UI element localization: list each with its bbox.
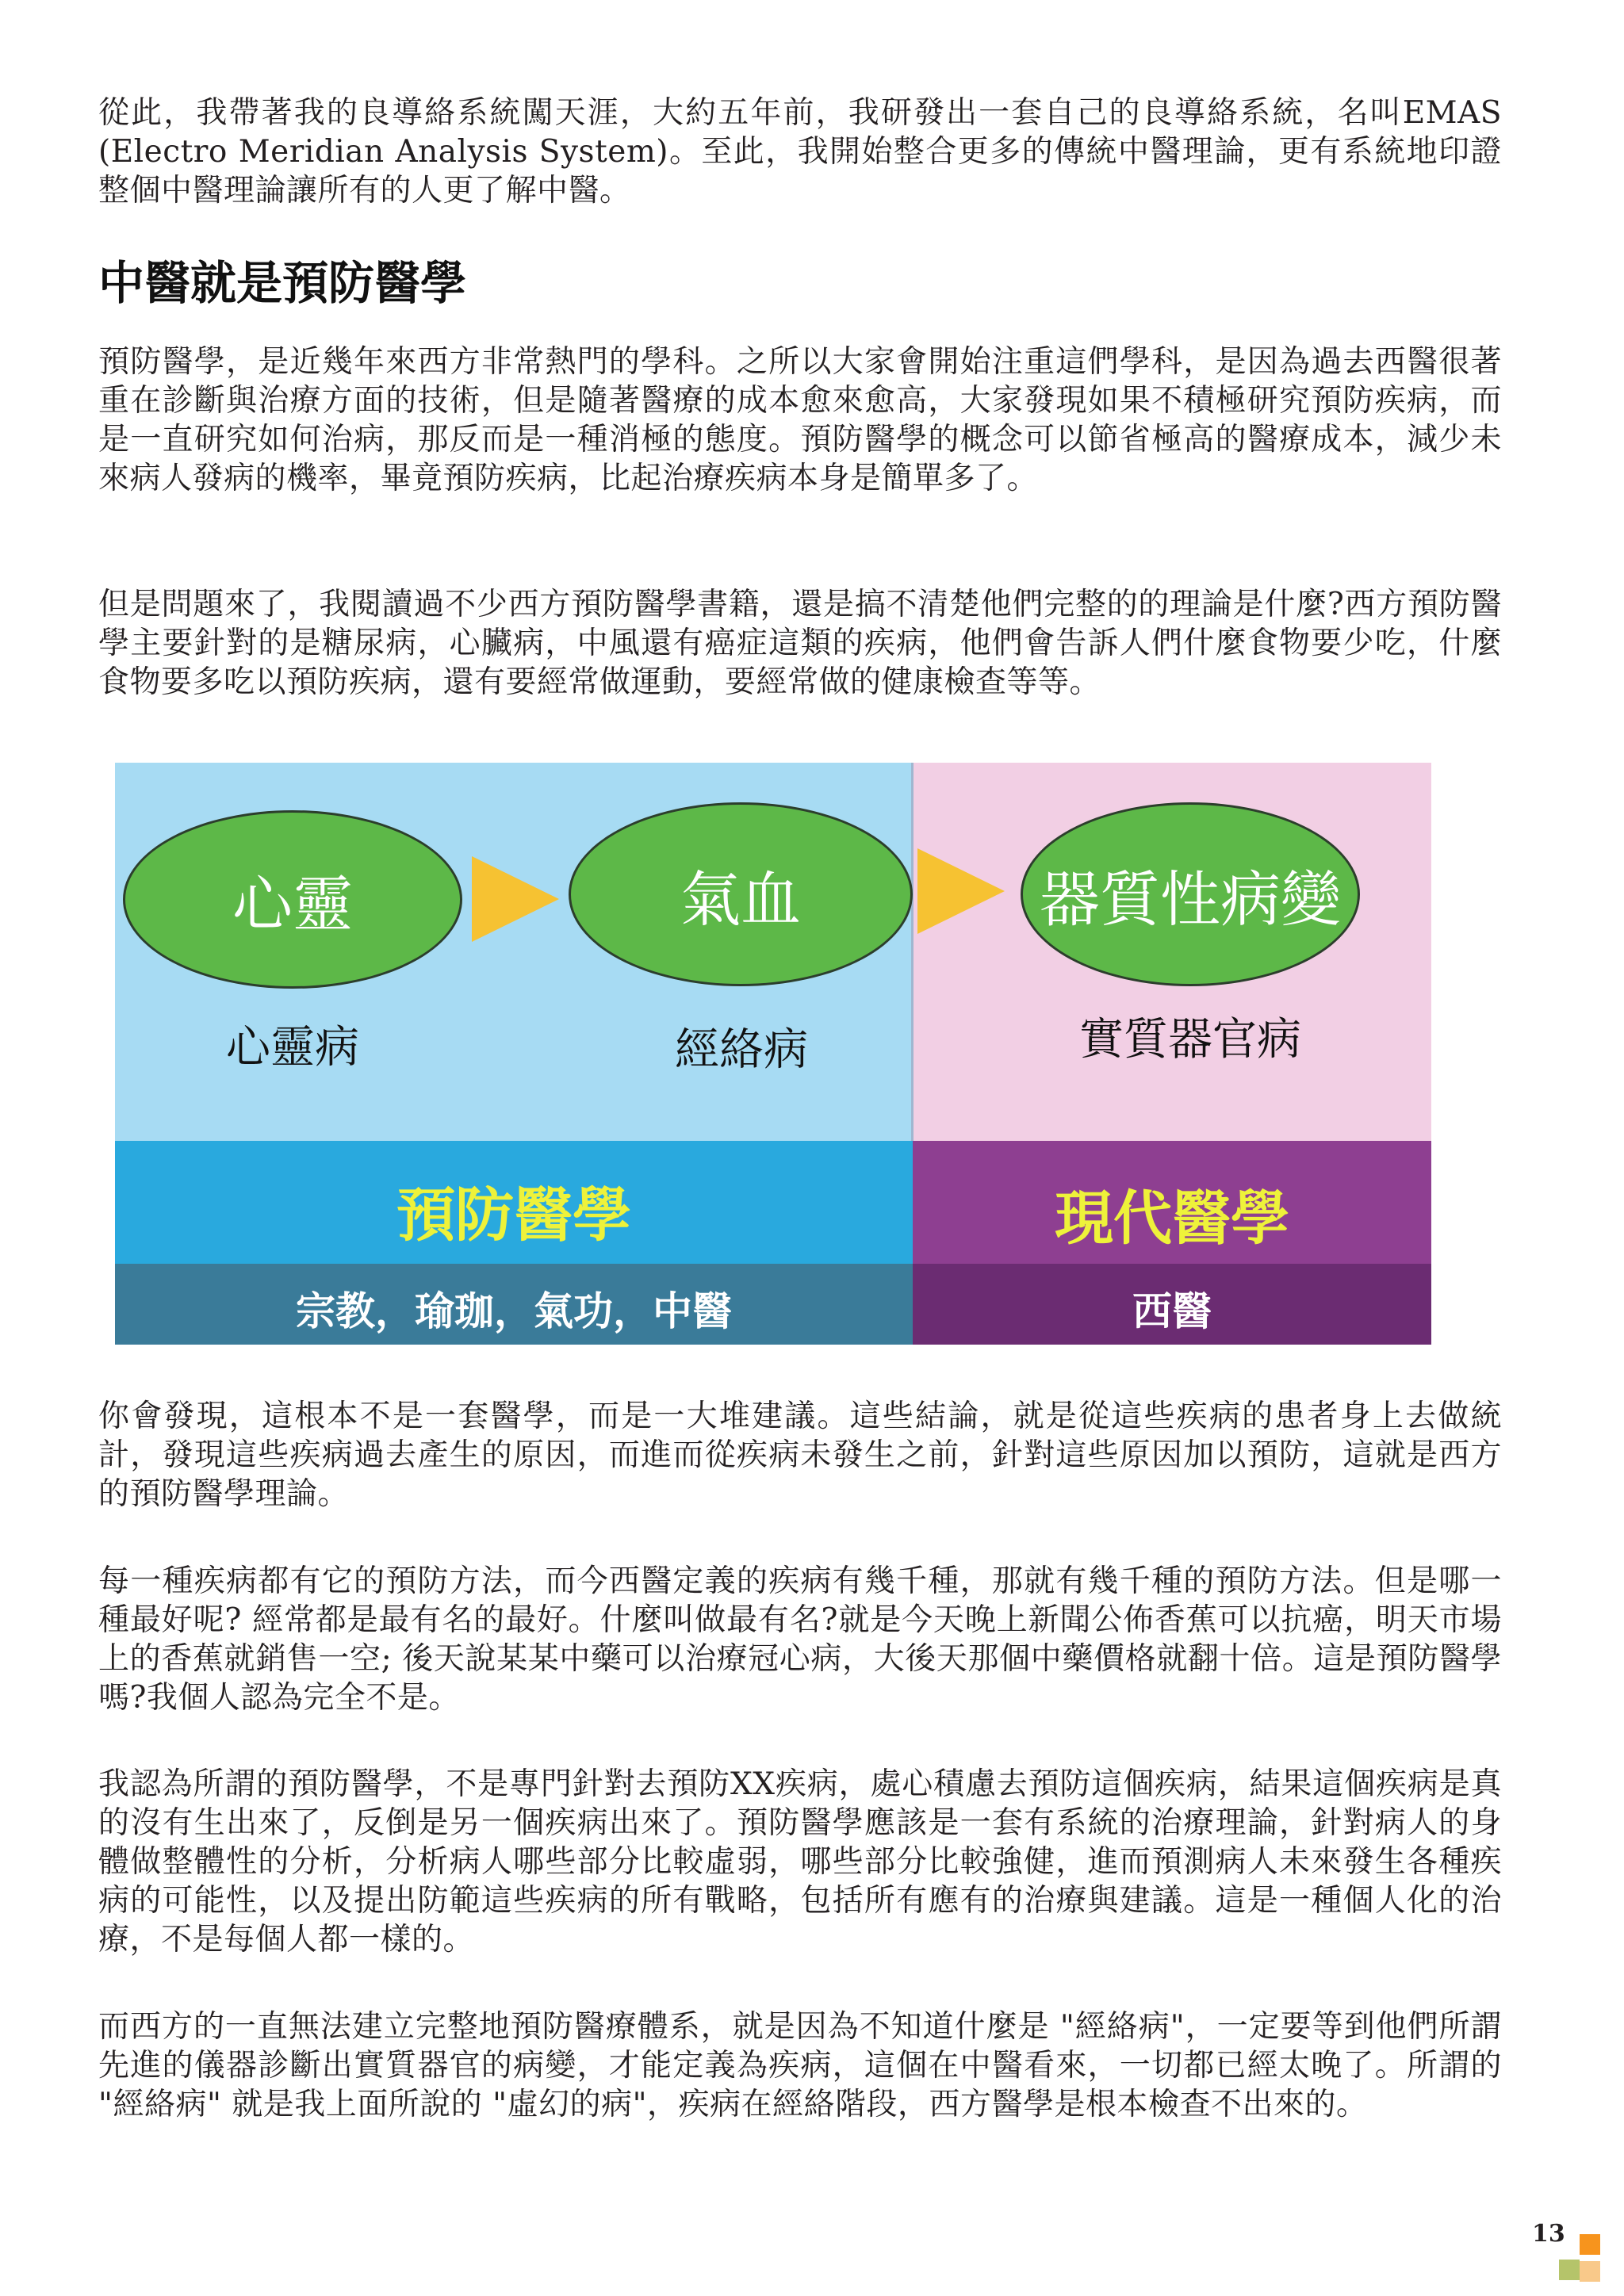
label-organ-disease: 實質器官病 (1079, 1014, 1301, 1066)
paragraph-prevention-methods: 每一種疾病都有它的預防方法，而今西醫定義的疾病有幾千種，那就有幾千種的預防方法。但是哪一種最好呢? 經常都是最有名的最好。什麼叫做最有名?就是今天晚上新聞公佈香蕉可以抗癌，明天市場上的香蕉就銷售一空; 後天說某某中藥可以治療冠心病，大後天那個中藥價格就翻十倍。這是預防醫學嗎?我個人認為完全不是。 (98, 1563, 1502, 1716)
ellipse-organic-lesion (1021, 802, 1360, 986)
arrow-right-icon (472, 856, 559, 942)
foot-right-label: 西醫 (1132, 1288, 1212, 1334)
decor-square-peach (1580, 2261, 1600, 2282)
section-heading: 中醫就是預防醫學 (98, 256, 467, 310)
ellipse-qi-blood (569, 802, 913, 986)
decor-square-olive (1559, 2260, 1580, 2280)
paragraph-intro: 從此，我帶著我的良導絡系統闖天涯，大約五年前，我研發出一套自己的良導絡系統，名叫EMAS (Electro Meridian Analysis System)。至此，我開始整合更多的傳統中醫理論，更有系統地印證整個中醫理論讓所有的人更了解中醫。 (98, 95, 1502, 209)
arrow-right-icon (917, 848, 1005, 934)
ellipse-mind (123, 810, 462, 989)
paragraph-preventive-intro: 預防醫學，是近幾年來西方非常熱門的學科。之所以大家會開始注重這們學科，是因為過去西醫很著重在診斷與治療方面的技術，但是隨著醫療的成本愈來愈高，大家發現如果不積極研究預防疾病，而是一直研究如何治病，那反而是一種消極的態度。預防醫學的概念可以節省極高的醫療成本，減少未來病人發病的機率，畢竟預防疾病，比起治療疾病本身是簡單多了。 (98, 344, 1502, 496)
diagram-divider (911, 763, 914, 1141)
paragraph-western-books: 但是問題來了，我閱讀過不少西方預防醫學書籍，還是搞不清楚他們完整的的理論是什麼?西方預防醫學主要針對的是糖尿病，心臟病，中風還有癌症這類的疾病，他們會告訴人們什麼食物要少吃，什麼食物要多吃以預防疾病，還有要經常做運動，要經常做的健康檢查等等。 (98, 587, 1502, 700)
label-meridian-disease: 經絡病 (675, 1024, 808, 1076)
medicine-diagram (115, 763, 1431, 1373)
paragraph-not-medicine: 你會發現，這根本不是一套醫學，而是一大堆建議。這些結論，就是從這些疾病的患者身上去做統計，發現這些疾病過去產生的原因，而進而從疾病未發生之前，針對這些原因加以預防，這就是西方的預防醫學理論。 (98, 1399, 1502, 1512)
label-mind-disease: 心靈病 (226, 1022, 359, 1073)
decor-square-orange (1580, 2234, 1600, 2255)
paragraph-personal-view: 我認為所謂的預防醫學，不是專門針對去預防XX疾病，處心積慮去預防這個疾病，結果這個疾病是真的沒有生出來了，反倒是另一個疾病出來了。預防醫學應該是一套有系統的治療理論，針對病人的身體做整體性的分析，分析病人哪些部分比較虛弱，哪些部分比較強健，進而預測病人未來發生各種疾病的可能性，以及提出防範這些疾病的所有戰略，包括所有應有的治療與建議。這是一種個人化的治療，不是每個人都一樣的。 (98, 1766, 1502, 1957)
ellipse-mind-label: 心靈 (232, 869, 353, 939)
paragraph-meridian-disease: 而西方的一直無法建立完整地預防醫療體系，就是因為不知道什麼是 "經絡病"，一定要等到他們所謂先進的儀器診斷出實質器官的病變，才能定義為疾病，這個在中醫看來，一切都已經太晚了。所謂的 "經絡病" 就是我上面所說的 "虛幻的病"，疾病在經絡階段，西方醫學是根本檢查不出來的。 (98, 2009, 1502, 2122)
band-modern-label: 現代醫學 (1055, 1184, 1289, 1253)
foot-left-label: 宗教，瑜珈，氣功，中醫 (296, 1288, 732, 1334)
page-number: 13 (1532, 2220, 1565, 2248)
ellipse-qi-blood-label: 氣血 (680, 863, 801, 935)
ellipse-organic-lesion-label: 器質性病變 (1040, 863, 1341, 935)
band-preventive-label: 預防醫學 (396, 1181, 631, 1249)
